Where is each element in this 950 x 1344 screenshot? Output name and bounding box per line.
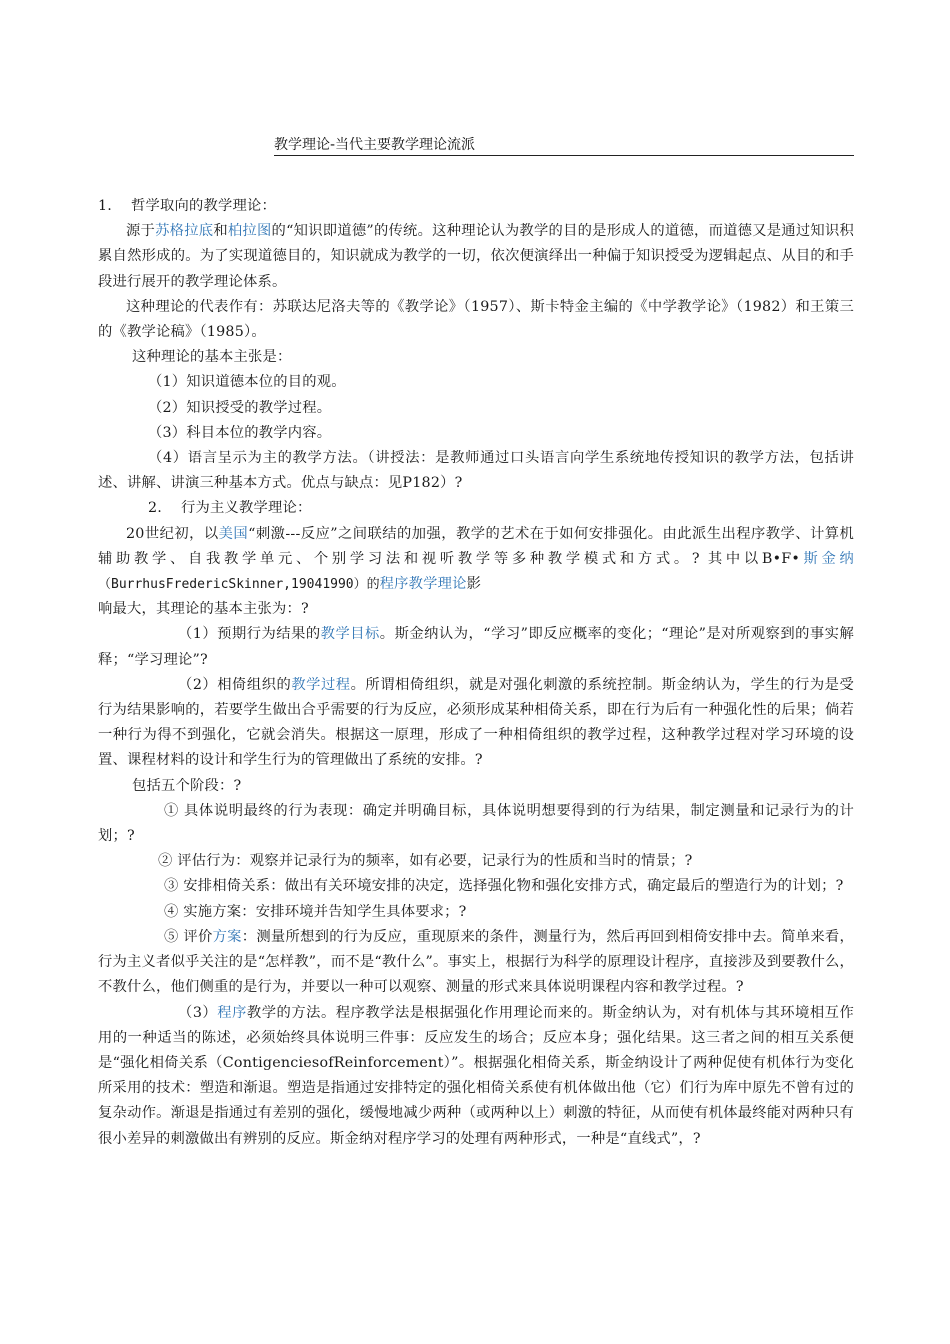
section2-sub-3	[98, 1001, 854, 1152]
link-programmed-instruction[interactable]: 程序教学理论	[379, 576, 467, 593]
header-title: 教学理论-当代主要教学理论流派	[274, 137, 476, 153]
page-header	[274, 137, 854, 156]
section2-stages-intro: 包括五个阶段：?	[132, 777, 242, 794]
section1-heading: 1. 哲学取向的教学理论：	[98, 198, 276, 214]
text-run: 影	[466, 576, 482, 593]
section2-paragraph-intro	[98, 522, 854, 598]
text-run: 教学的方法。程序教学法是根据强化作用理论而来的。斯金纳认为，对有机体与其环境相互作用的一种适当的陈述，必须始终具体说明三件事：反应发生的场合；反应本身；强化结果。这三者之间的相互关系便是“强化相倚关系（ContigenciesofReinforcement）”。根据强化相倚关系，斯金纳设计了两种促使有机体行为变化所采用的技术：塑造和渐退。塑造是指通过安排特定的强化相倚关系使有机体做出他（它）们行为库中原先不曾有过的复杂动作。渐退是指通过有差别的强化，缓慢地减少两种（或两种以上）刺激的特征，从而使有机体最终能对两种只有很小差异的刺激做出有辨别的反应。斯金纳对程序学习的处理有两种形式，一种是“直线式”，?	[98, 1004, 854, 1147]
text-run: （1）预期行为结果的	[178, 626, 321, 643]
section1-paragraph-origin	[98, 219, 854, 295]
link-plato[interactable]: 柏拉图	[227, 223, 272, 240]
text-run: 和	[213, 223, 228, 240]
link-teaching-goals[interactable]: 教学目标	[320, 626, 380, 643]
section1-item-2: （2）知识授受的教学过程。	[148, 399, 332, 416]
text-run: 。斯金纳认为，“学习”即反应概率的变化；“理论”是对所观察到的事实解释；“学习理论”?	[98, 626, 854, 668]
section1-item-3: （3）科目本位的教学内容。	[148, 424, 332, 441]
stage-3: ③ 安排相倚关系：做出有关环境安排的决定，选择强化物和强化安排方式，确定最后的塑造行为的计划；?	[164, 878, 844, 895]
text-run: 的“知识即道德”的传统。这种理论认为教学的目的是形成人的道德，而道德又是通过知识积累自然形成的。为了实现道德目的，知识就成为教学的一切，依次便演绎出一种偏于知识授受为逻辑起点、从目的和手段进行展开的教学理论体系。	[98, 223, 854, 290]
section2-sub-2	[98, 673, 854, 774]
text-run: （BurrhusFredericSkinner,19041990）的	[98, 577, 380, 593]
link-teaching-process[interactable]: 教学过程	[291, 676, 351, 693]
link-socrates[interactable]: 苏格拉底	[155, 223, 214, 240]
section2-sub-1	[98, 622, 854, 672]
document-body	[98, 194, 854, 1152]
section1-item-4: （4）语言呈示为主的教学方法。（讲授法：是教师通过口头语言向学生系统地传授知识的教学方法，包括讲述、讲解、讲演三种基本方式。优点与缺点：见P182）?	[98, 450, 854, 492]
section2-paragraph-claims: 响最大，其理论的基本主张为：?	[98, 601, 309, 618]
text-run: 源于	[126, 223, 156, 240]
section1-paragraph-claims: 这种理论的基本主张是：	[132, 349, 292, 366]
text-run: ：测量所想到的行为反应，重现原来的条件，测量行为，然后再回到相倚安排中去。简单来看，行为主义者似乎关注的是“怎样教”，而不是“教什么”。事实上，根据行为科学的原理设计程序，直接涉及到要教什么，不教什么，他们侧重的是行为，并要以一种可以观察、测量的形式来具体说明课程内容和教学过程。?	[98, 928, 854, 996]
stage-4: ④ 实施方案：安排环境并告知学生具体要求；?	[164, 903, 467, 920]
text-run: （2）相倚组织的	[178, 676, 292, 693]
link-program[interactable]: 程序	[217, 1004, 247, 1021]
stage-5	[98, 925, 854, 1001]
link-usa[interactable]: 美国	[218, 525, 249, 542]
link-plan[interactable]: 方案	[212, 928, 242, 945]
stage-1: ① 具体说明最终的行为表现：确定并明确目标，具体说明想要得到的行为结果，制定测量和记录行为的计划；?	[98, 802, 854, 845]
text-run: 。所谓相倚组织，就是对强化刺激的系统控制。斯金纳认为，学生的行为是受行为结果影响的，若要学生做出合乎需要的行为反应，必须形成某种相倚关系，即在行为后有一种强化性的后果；倘若一种行为得不到强化，它就会消失。根据这一原理，形成了一种相倚组织的教学过程，这种教学过程对学习环境的设置、课程材料的设计和学生行为的管理做出了系统的安排。?	[98, 676, 854, 769]
text-run: “刺激---反应”之间联结的加强，教学的艺术在于如何安排强化。由此派生出程序教学、计算机辅助教学、自我教学单元、个别学习法和视听教学等多种教学模式和方式。? 其中以B•F•	[98, 525, 855, 567]
section2-heading: 2. 行为主义教学理论：	[148, 500, 312, 517]
text-run: （3）	[178, 1004, 218, 1021]
text-run: ⑤ 评价	[164, 928, 213, 945]
section1-item-1: （1）知识道德本位的目的观。	[148, 374, 346, 391]
section1-paragraph-works: 这种理论的代表作有：苏联达尼洛夫等的《教学论》（1957）、斯卡特金主编的《中学教学论》（1982）和王策三的《教学论稿》（1985）。	[98, 298, 854, 341]
stage-2: ② 评估行为：观察并记录行为的频率，如有必要，记录行为的性质和当时的情景；?	[158, 853, 693, 870]
text-run: 20世纪初，以	[126, 525, 219, 542]
link-skinner[interactable]: 斯金纳	[800, 550, 854, 567]
